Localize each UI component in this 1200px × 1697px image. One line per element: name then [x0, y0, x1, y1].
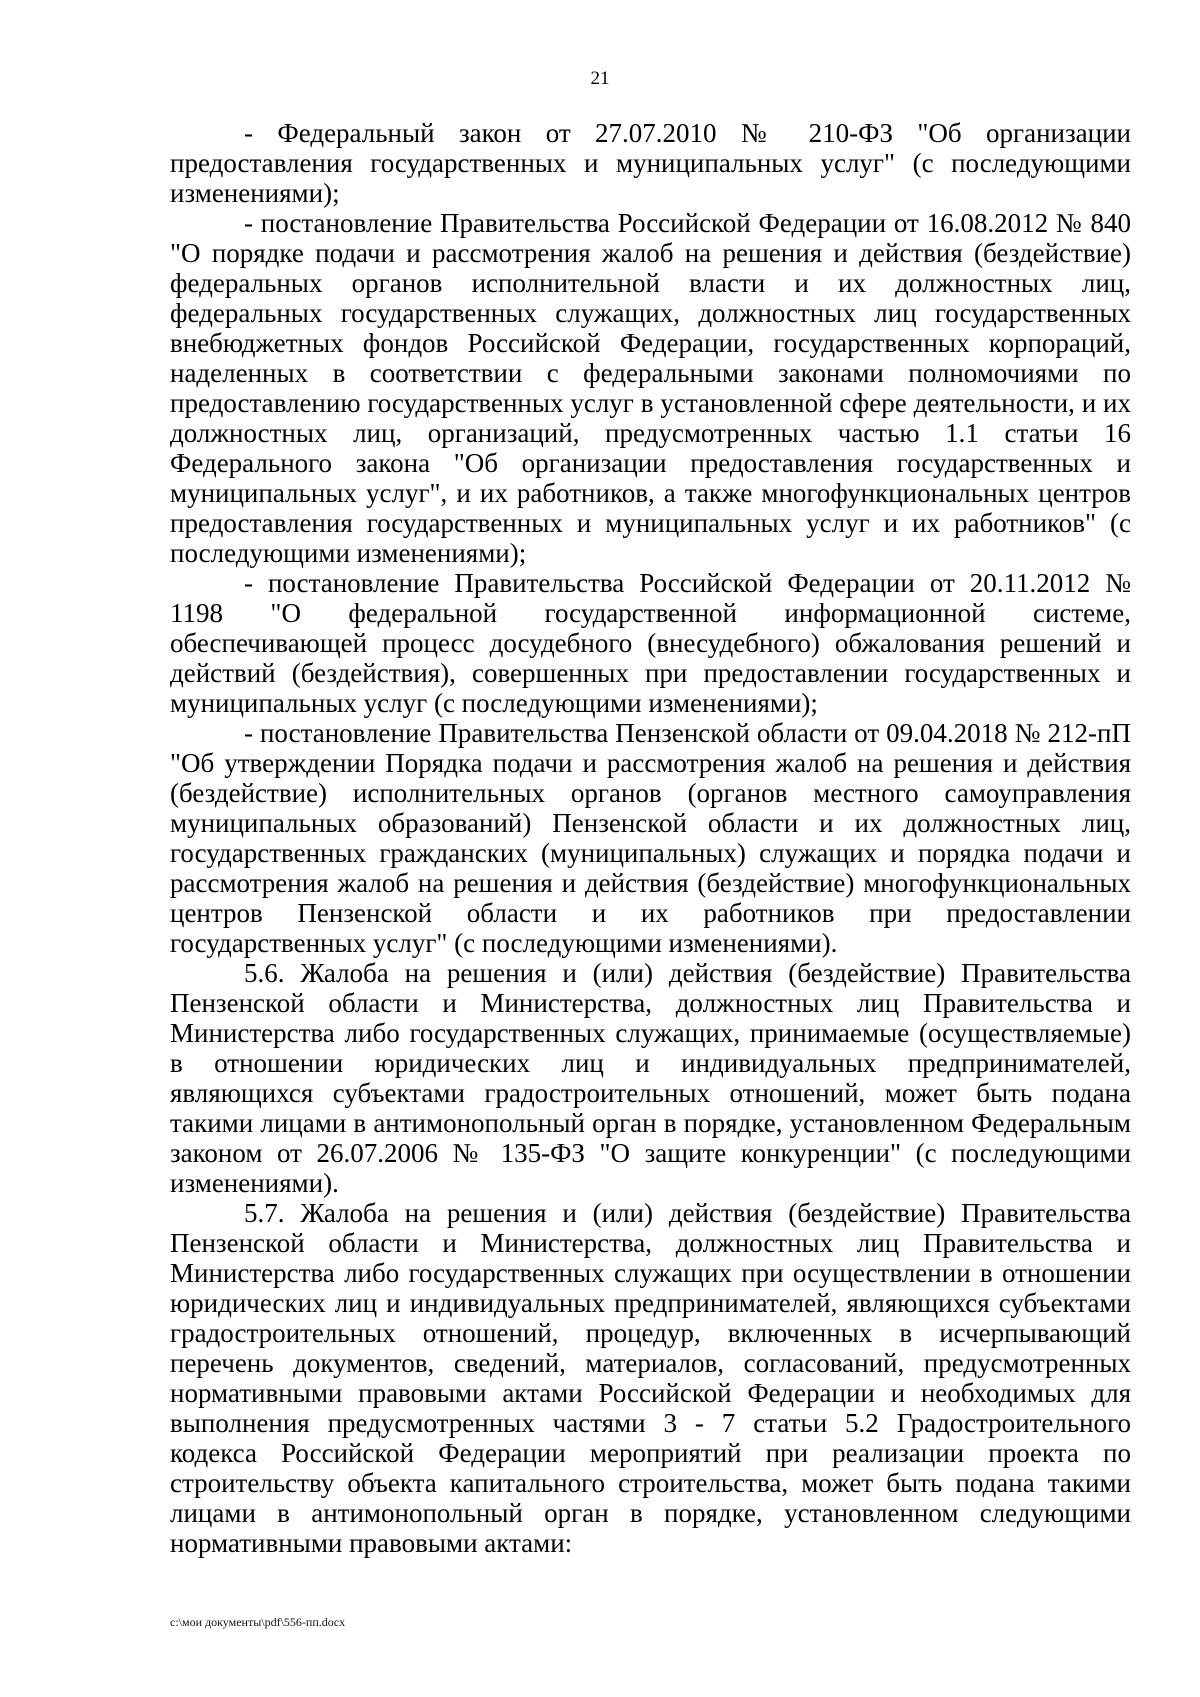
footer-file-path: c:\мои документы\pdf\556-пп.docx [170, 1615, 346, 1629]
paragraph-resolution-1198: - постановление Правительства Российской Федерации от 20.11.2012 № 1198 "О федеральной государственной информационной системе, обеспечивающей процесс досудебного (внесудебного) обжалования решений и действий (бездействия), совершенных при предоставлении государственных и муниципальных услуг (с последующими изменениями); [170, 568, 1131, 718]
paragraph-penza-resolution-212: - постановление Правительства Пензенской области от 09.04.2018 № 212-пП "Об утверждении Порядка подачи и рассмотрения жалоб на решения и действия (бездействие) исполнительных органов (органов местного самоуправления муниципальных образований) Пензенской области и их должностных лиц, государственных гражданских (муниципальных) служащих и порядка подачи и рассмотрения жалоб на решения и действия (бездействие) многофункциональных центров Пензенской области и их работников при предоставлении государственных услуг" (с последующими изменениями). [170, 718, 1131, 958]
page-number: 21 [590, 68, 610, 89]
paragraph-section-5-7: 5.7. Жалоба на решения и (или) действия (бездействие) Правительства Пензенской области и Министерства, должностных лиц Правительства и Министерства либо государственных служащих при осуществлении в отношении юридических лиц и индивидуальных предпринимателей, являющихся субъектами градостроительных отношений, процедур, включенных в исчерпывающий перечень документов, сведений, материалов, согласований, предусмотренных нормативными правовыми актами Российской Федерации и необходимых для выполнения предусмотренных частями 3 - 7 статьи 5.2 Градостроительного кодекса Российской Федерации мероприятий при реализации проекта по строительству объекта капитального строительства, может быть подана такими лицами в антимонопольный орган в порядке, установленном следующими нормативными правовыми актами: [170, 1198, 1131, 1558]
paragraph-resolution-840: - постановление Правительства Российской Федерации от 16.08.2012 № 840 "О порядке подачи и рассмотрения жалоб на решения и действия (бездействие) федеральных органов исполнительной власти и их должностных лиц, федеральных государственных служащих, должностных лиц государственных внебюджетных фондов Российской Федерации, государственных корпораций, наделенных в соответствии с федеральными законами полномочиями по предоставлению государственных услуг в установленной сфере деятельности, и их должностных лиц, организаций, предусмотренных частью 1.1 статьи 16 Федерального закона "Об организации предоставления государственных и муниципальных услуг", и их работников, а также многофункциональных центров предоставления государственных и муниципальных услуг и их работников" (с последующими изменениями); [170, 208, 1131, 568]
paragraph-section-5-6: 5.6. Жалоба на решения и (или) действия (бездействие) Правительства Пензенской области и Министерства, должностных лиц Правительства и Министерства либо государственных служащих, принимаемые (осуществляемые) в отношении юридических лиц и индивидуальных предпринимателей, являющихся субъектами градостроительных отношений, может быть подана такими лицами в антимонопольный орган в порядке, установленном Федеральным законом от 26.07.2006 № 135-ФЗ "О защите конкуренции" (с последующими изменениями). [170, 958, 1131, 1198]
paragraph-federal-law-210: - Федеральный закон от 27.07.2010 № 210-ФЗ "Об организации предоставления государственных и муниципальных услуг" (с последующими изменениями); [170, 118, 1131, 208]
document-body [170, 118, 1131, 1558]
